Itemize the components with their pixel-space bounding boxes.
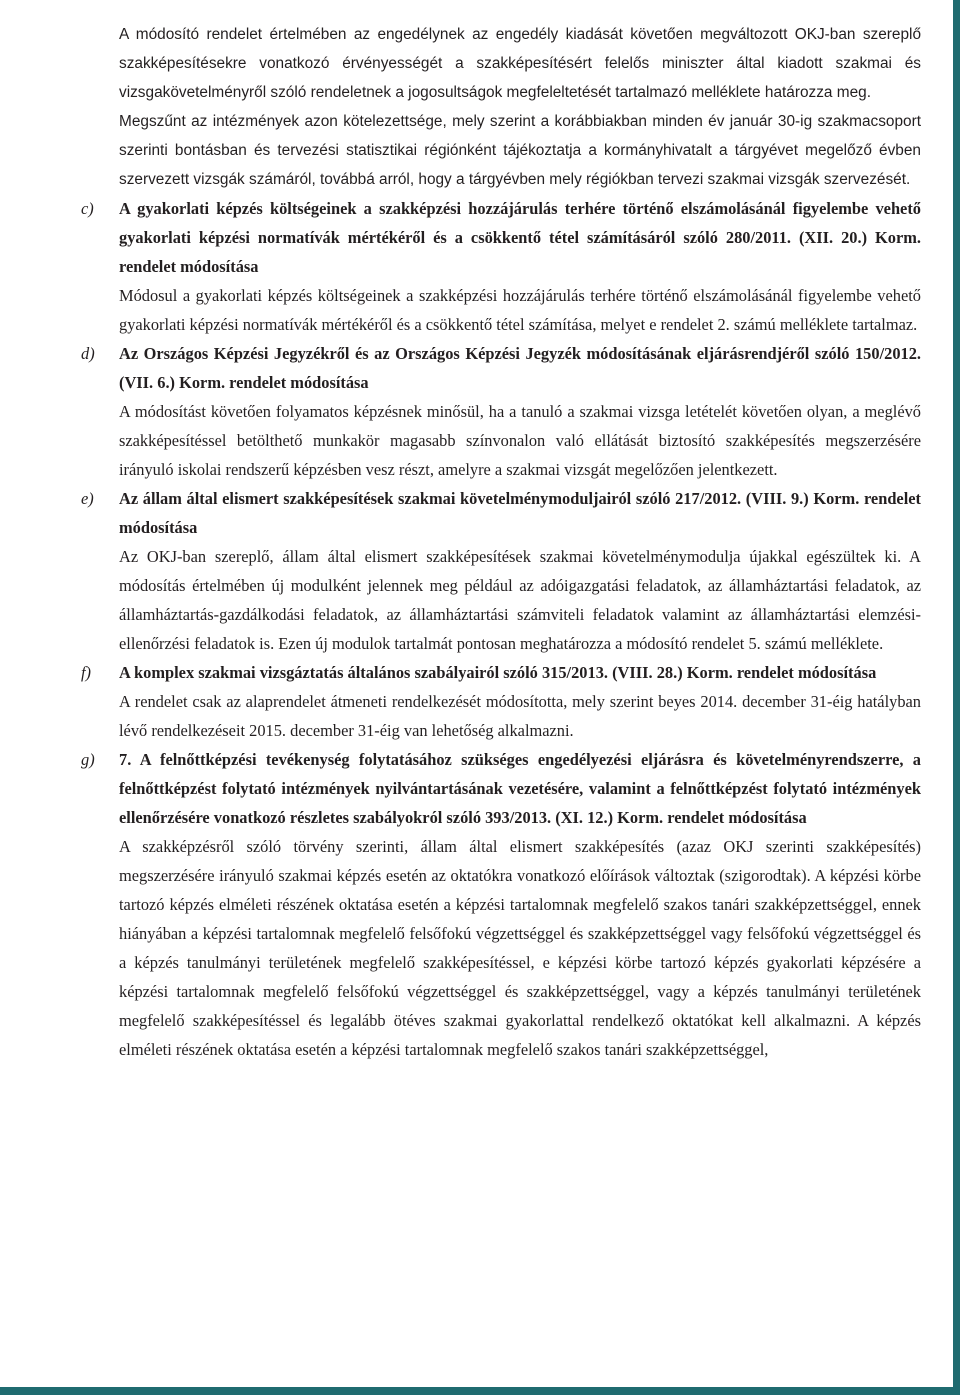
item-letter: c) <box>81 199 94 218</box>
page-frame-bottom <box>0 1387 960 1395</box>
document-body <box>81 20 921 1064</box>
item-letter: d) <box>81 344 95 363</box>
item-heading: Az állam által elismert szakképesítések szakmai követelménymoduljairól szóló 217/2012. (VIII. 9.) Korm. rendelet módosítása <box>119 489 921 537</box>
item-text: A módosítást követően folyamatos képzésnek minősül, ha a tanuló a szakmai vizsga letételét követően olyan, a meglévő szakképesítéssel betölthető munkakör magasabb színvonalon való ellátását biztosító szakképesítés megszerzésére irányuló iskolai rendszerű képzésben vesz részt, amelyre a szakmai vizsgát megelőzően jelentkezett. <box>119 402 921 479</box>
intro-paragraph-2: Megszűnt az intézmények azon kötelezettsége, mely szerint a korábbiakban minden év január 30-ig szakmacsoport szerinti bontásban és tervezési statisztikai régiónként tájékoztatja a kormányhivatalt a tárgyévet megelőző évben szervezett vizsgák számáról, továbbá arról, hogy a tárgyévben mely régiókban tervezi szakmai vizsgák szervezését. <box>119 113 921 188</box>
item-heading: 7. A felnőttképzési tevékenység folytatásához szükséges engedélyezési eljárásra és követelményrendszerre, a felnőttképzést folytató intézmények nyilvántartásának vezetésére, valamint a felnőttképzést folytató intézmények ellenőrzésére vonatkozó részletes szabályokról szóló 393/2013. (XI. 12.) Korm. rendelet módosítása <box>119 750 921 827</box>
item-heading: A komplex szakmai vizsgáztatás általános szabályairól szóló 315/2013. (VIII. 28.) Korm. rendelet módosítása <box>119 663 877 682</box>
item-text: A szakképzésről szóló törvény szerinti, állam által elismert szakképesítés (azaz OKJ szerinti szakképesítés) megszerzésére irányuló szakmai képzés esetén az oktatókra vonatkozó előírások változtak (szigorodtak). A képzési körbe tartozó képzés elméleti részének oktatása esetén a képzési tartalomnak megfelelő szakos tanári szakképzettséggel, ennek hiányában a képzési tartalomnak megfelelő felsőfokú végzettséggel és szakképzettséggel vagy felsőfokú végzettséggel és a képzés tanulmányi területének megfelelő szakképesítéssel, e képzési körbe tartozó képzés gyakorlati képzésére a képzési tartalomnak megfelelő felsőfokú végzettséggel és szakképzettséggel, vagy a képzés tanulmányi területének megfelelő szakképesítéssel és legalább ötéves szakmai gyakorlattal rendelkező oktatókat kell alkalmazni. A képzés elméleti részének oktatása esetén a képzési tartalomnak megfelelő szakos tanári szakképzettséggel, <box>119 837 921 1059</box>
list-item-d <box>81 339 921 484</box>
list-item-g <box>81 745 921 1064</box>
item-text: A rendelet csak az alaprendelet átmeneti rendelkezését módosította, mely szerint beyes 2014. december 31-éig hatályban lévő rendelkezéseit 2015. december 31-éig van lehetőség alkalmazni. <box>119 692 921 740</box>
item-letter: g) <box>81 750 95 769</box>
item-text: Az OKJ-ban szereplő, állam által elismert szakképesítések szakmai követelménymodulja újakkal egészültek ki. A módosítás értelmében új modulként jelennek meg például az adóigazgatási feladatok, az államháztartási feladatok, az államháztartás-gazdálkodási feladatok, az államháztartási számviteli feladatok valamint az államháztartási elemzési-ellenőrzési feladatok is. Ezen új modulok tartalmát pontosan meghatározza a módosító rendelet 5. számú melléklete. <box>119 547 921 653</box>
list-item-c <box>81 194 921 339</box>
list-item-f <box>81 658 921 745</box>
item-heading: Az Országos Képzési Jegyzékről és az Országos Képzési Jegyzék módosításának eljárásrendjéről szóló 150/2012. (VII. 6.) Korm. rendelet módosítása <box>119 344 921 392</box>
item-letter: e) <box>81 489 94 508</box>
item-heading: A gyakorlati képzés költségeinek a szakképzési hozzájárulás terhére történő elszámolásánál figyelembe vehető gyakorlati képzési normatívák mértékéről és a csökkentő tétel számításáról szóló 280/2011. (XII. 20.) Korm. rendelet módosítása <box>119 199 921 276</box>
item-text: Módosul a gyakorlati képzés költségeinek a szakképzési hozzájárulás terhére történő elszámolásánál figyelembe vehető gyakorlati képzési normatívák mértékéről és a csökkentő tétel számítása, melyet e rendelet 2. számú melléklete tartalmaz. <box>119 286 921 334</box>
page-frame-right <box>953 0 960 1395</box>
list-item-e <box>81 484 921 658</box>
item-letter: f) <box>81 663 92 682</box>
intro-paragraph-1: A módosító rendelet értelmében az engedélynek az engedély kiadását követően megváltozott OKJ-ban szereplő szakképesítésekre vonatkozó érvényességét a szakképesítésért felelős miniszter által kiadott szakmai és vizsgakövetelményről szóló rendeletnek a jogosultságok megfeleltetését tartalmazó melléklete határozza meg. <box>119 26 921 101</box>
